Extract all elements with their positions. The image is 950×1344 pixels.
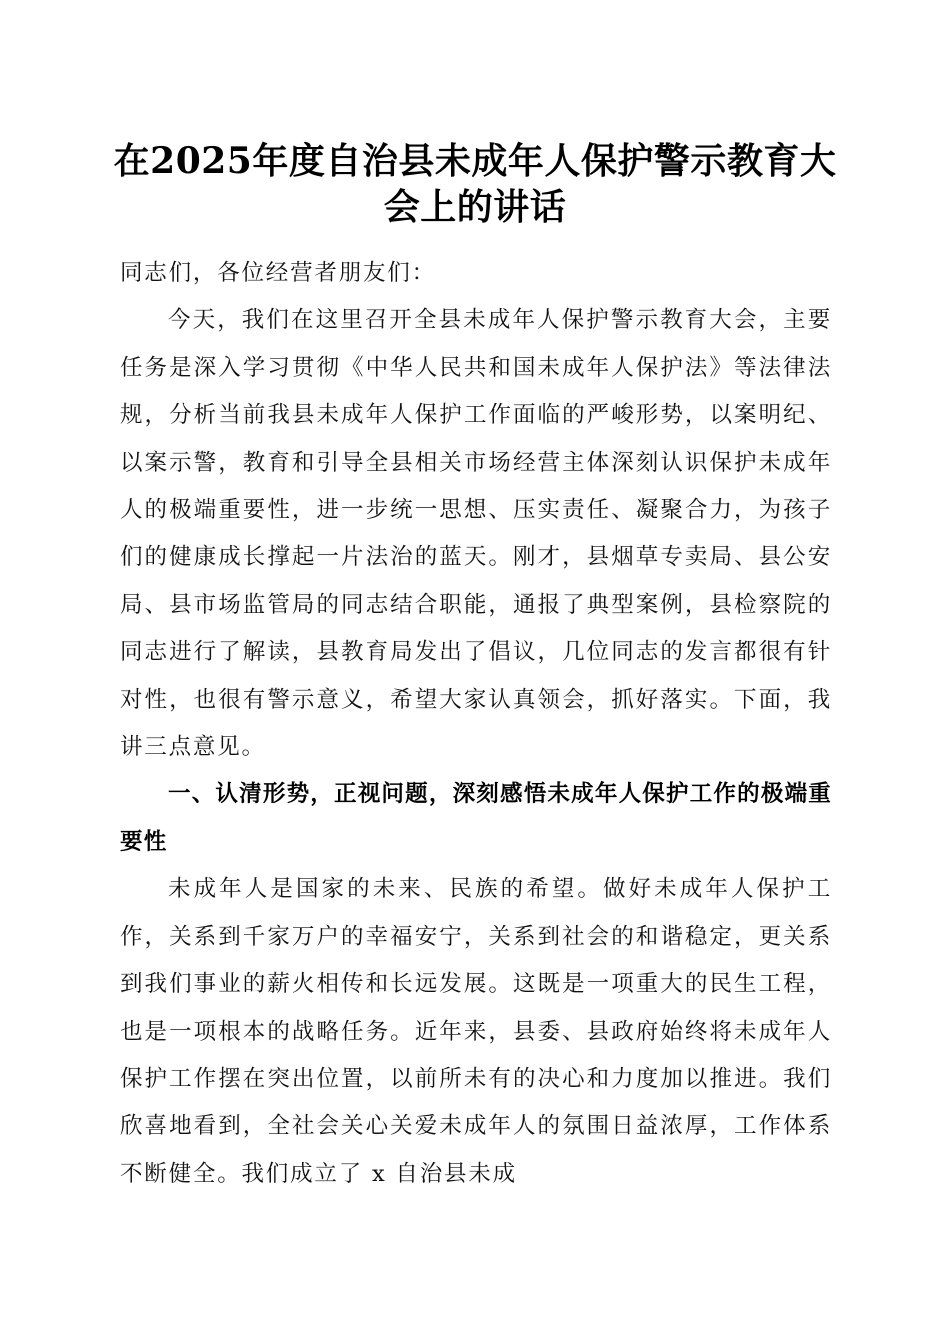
title-line-2: 会上的讲话: [383, 186, 567, 228]
document-body: [120, 250, 832, 1198]
salutation: 同志们，各位经营者朋友们：: [120, 260, 436, 286]
title-line-1: 在2025年度自治县未成年人保护警示教育大: [113, 140, 837, 182]
paragraph-intro: 今天，我们在这里召开全县未成年人保护警示教育大会，主要任务是深入学习贯彻《中华人民共和国未成年人保护法》等法律法规，分析当前我县未成年人保护工作面临的严峻形势，以案明纪、以案示警，教育和引导全县相关市场经营主体深刻认识保护未成年人的极端重要性，进一步统一思想、压实责任、凝聚合力，为孩子们的健康成长撑起一片法治的蓝天。刚才，县烟草专卖局、县公安局、县市场监管局的同志结合职能，通报了典型案例，县检察院的同志进行了解读，县教育局发出了倡议，几位同志的发言都很有针对性，也很有警示意义，希望大家认真领会，抓好落实。下面，我讲三点意见。: [120, 307, 832, 761]
paragraph-section-1: 未成年人是国家的未来、民族的希望。做好未成年人保护工作，关系到千家万户的幸福安宁，关系到社会的和谐稳定，更关系到我们事业的薪火相传和长远发展。这既是一项重大的民生工程，也是一项根本的战略任务。近年来，县委、县政府始终将未成年人保护工作摆在突出位置，以前所未有的决心和力度加以推进。我们欣喜地看到，全社会关心关爱未成年人的氛围日益浓厚，工作体系不断健全。我们成立了 x 自治县未成: [120, 876, 832, 1187]
section-heading-1: 一、认清形势，正视问题，深刻感悟未成年人保护工作的极端重要性: [120, 781, 832, 855]
page-title: [110, 138, 840, 230]
